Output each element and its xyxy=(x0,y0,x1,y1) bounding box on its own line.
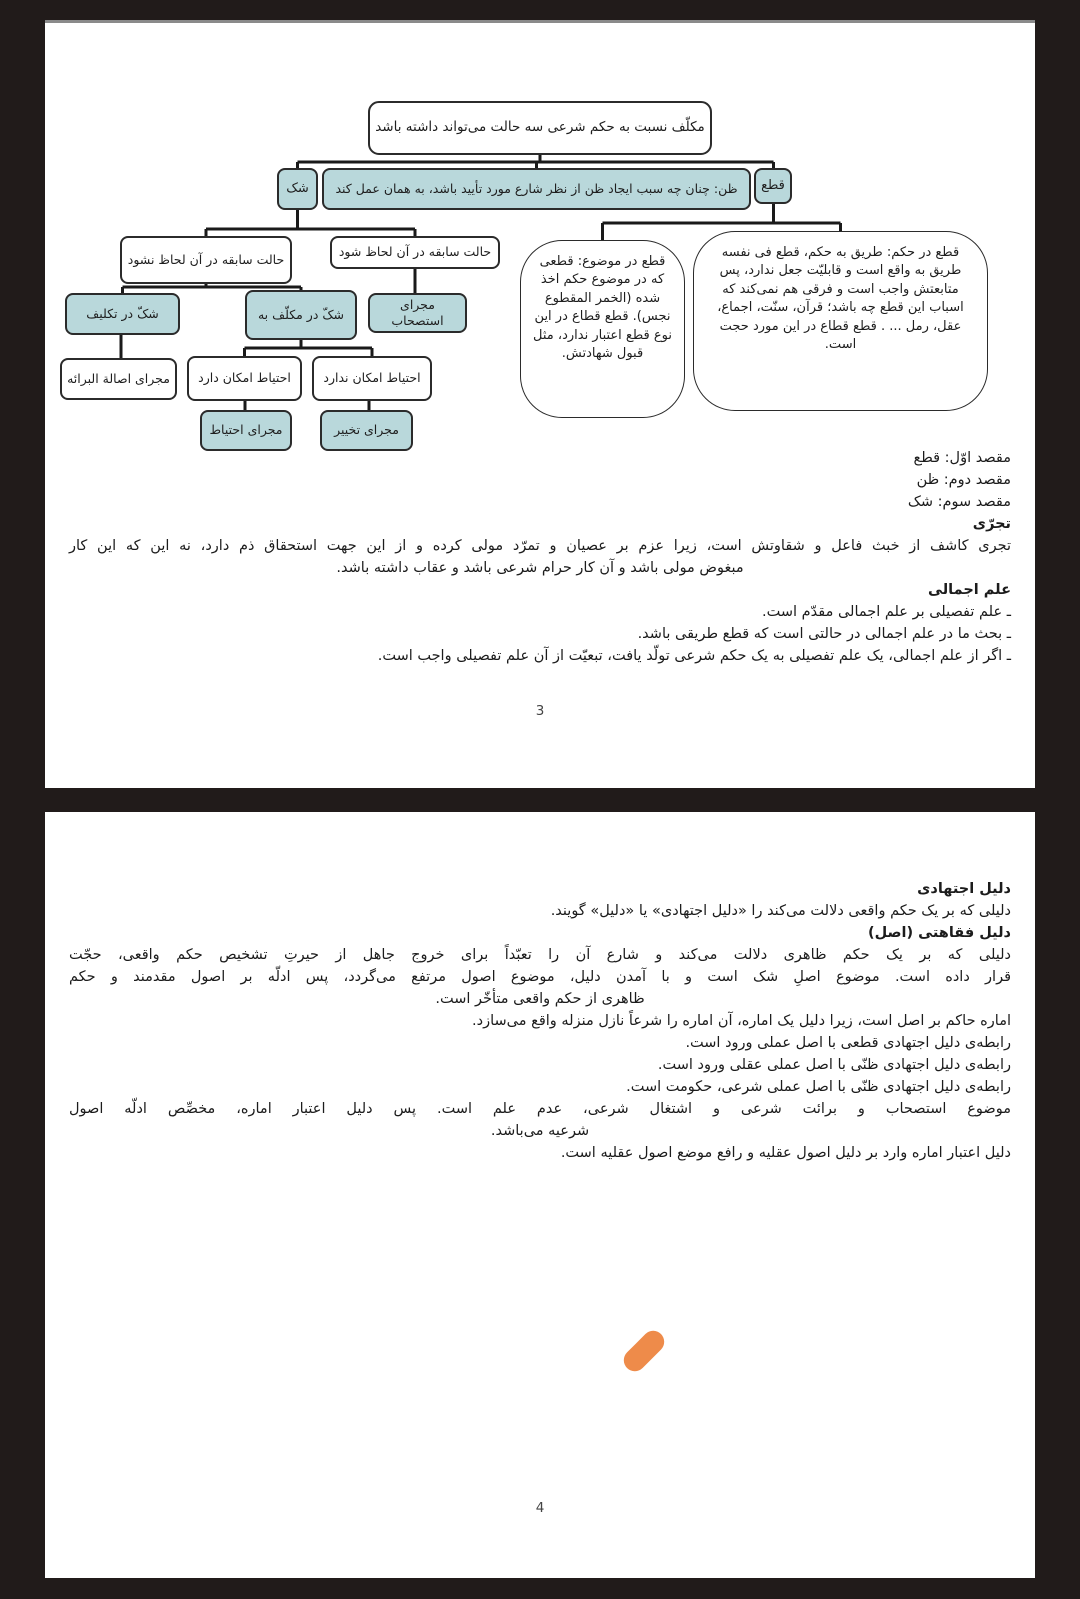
flowchart xyxy=(45,23,1035,483)
text-line: مبغوض مولی باشد و آن کار حرام شرعی باشد و عقاب داشته باشد. xyxy=(336,560,744,576)
diagram-node-halat-shavad: حالت سابقه در آن لحاظ شود xyxy=(330,236,500,269)
diagram-node-majra-takhyir: مجرای تخییر xyxy=(320,410,413,451)
document-page-3 xyxy=(45,20,1035,788)
text-line: رابطه‌ی دلیل اجتهادی ظنّی با اصل عملی عقلی ورود است. xyxy=(657,1057,1011,1073)
text-line: قرار داده است. موضوع اصلِ شک است و با آمدن دلیل، موضوع اصول مرتفع می‌گردد، پس ادلّه بر اصول مقدمند و حکم xyxy=(69,969,1011,985)
page1-text xyxy=(45,447,1035,667)
text-line: رابطه‌ی دلیل اجتهادی قطعی با اصل عملی ورود است. xyxy=(685,1035,1011,1051)
section-heading: تجرّی xyxy=(972,516,1011,532)
text-line: مقصد اوّل: قطع xyxy=(913,450,1011,466)
section-heading: علم اجمالی xyxy=(928,582,1011,598)
text-line: تجری کاشف از خبث فاعل و شقاوتش است، زیرا عزم بر عصیان و تمرّد مولی کرده و از این جهت استحقاق ذم دارد، نه این که این کار xyxy=(69,538,1011,554)
diagram-node-ihtiyat-darad: احتیاط امکان دارد xyxy=(187,356,302,401)
text-line: دلیلی که بر یک حکم ظاهری دلالت می‌کند و شارع آن را تعبّداً برای خروج جاهل از حیرتِ تشخیص حکم واقعی، حجّت xyxy=(69,947,1011,963)
diagram-node-zann: ظن: چنان چه سبب ایجاد ظن از نظر شارع مورد تأیید باشد، به همان عمل کند xyxy=(322,168,751,210)
text-line: رابطه‌ی دلیل اجتهادی ظنّی با اصل عملی شرعی، حکومت است. xyxy=(626,1079,1011,1095)
text-line: موضوع استصحاب و برائت شرعی و اشتغال شرعی، عدم علم است. پس دلیل اعتبار اماره، مخصِّص ادلّه اصول xyxy=(69,1101,1011,1117)
text-line: ـ اگر از علم اجمالی، یک علم تفصیلی به یک حکم شرعی تولّد یافت، تبعیّت از آن علم تفصیلی واجب است. xyxy=(377,648,1011,664)
page2-text xyxy=(45,878,1035,1164)
diagram-node-ihtiyat-nadarad: احتیاط امکان ندارد xyxy=(312,356,432,401)
text-line: ـ علم تفصیلی بر علم اجمالی مقدّم است. xyxy=(762,604,1011,620)
diagram-node-shakk: شک xyxy=(277,168,318,210)
text-line: ظاهری از حکم واقعی متأخّر است. xyxy=(435,991,645,1007)
diagram-node-qat: قطع xyxy=(754,168,792,204)
diagram-node-majra-istishab: مجرای استصحاب xyxy=(368,293,467,333)
diagram-node-shakk-mukallaf: شکّ در مکلّف به xyxy=(245,290,357,340)
text-line: مقصد دوم: ظن xyxy=(916,472,1011,488)
text-line: مقصد سوم: شک xyxy=(907,494,1011,510)
diagram-node-halat-nashavad: حالت سابقه در آن لحاظ نشود xyxy=(120,236,292,284)
diagram-node-majra-ihtiyat: مجرای احتیاط xyxy=(200,410,292,451)
page-number: 3 xyxy=(535,703,545,719)
diagram-node-root: مکلّف نسبت به حکم شرعی سه حالت می‌تواند داشته باشد xyxy=(368,101,712,155)
section-heading: دلیل اجتهادی xyxy=(917,881,1011,897)
text-line: دلیلی که بر یک حکم واقعی دلالت می‌کند را «دلیل اجتهادی» یا «دلیل» گویند. xyxy=(550,903,1011,919)
text-line: دلیل اعتبار اماره وارد بر دلیل اصول عقلیه و رافع موضع اصول عقلیه است. xyxy=(560,1145,1011,1161)
document-page-4 xyxy=(45,812,1035,1578)
diagram-bubble-qat-hukm: قطع در حکم: طریق به حکم، قطع فی نفسه طریق به واقع است و قابلیّت جعل ندارد، پس متابعتش واجب است و فرقی هم نمی‌کند که اسباب این قطع چه باشد؛ قرآن، سنّت، اجماع، عقل، رمل ... . قطع قطاع در این مورد حجت است. xyxy=(693,231,988,411)
page-number: 4 xyxy=(535,1500,545,1516)
text-line: اماره حاکم بر اصل است، زیرا دلیل یک اماره، آن اماره را شرعاً نازل منزله واقع می‌سازد. xyxy=(472,1013,1011,1029)
text-line: ـ بحث ما در علم اجمالی در حالتی است که قطع طریقی باشد. xyxy=(637,626,1011,642)
text-line: شرعیه می‌باشد. xyxy=(490,1123,590,1139)
diagram-node-majra-baraat: مجرای اصالة البرائه xyxy=(60,358,177,400)
diagram-node-shakk-taklif: شکّ در تکلیف xyxy=(65,293,180,335)
pen-annotation-mark xyxy=(619,1326,668,1375)
section-heading: دلیل فقاهتی (اصل) xyxy=(867,925,1011,941)
diagram-bubble-qat-mawzu: قطع در موضوع: قطعی که در موضوع حکم اخذ شده (الخمر المقطوع نجس). قطع قطاع در این نوع قطع اعتبار ندارد، مثل قبول شهادتش. xyxy=(520,240,685,418)
